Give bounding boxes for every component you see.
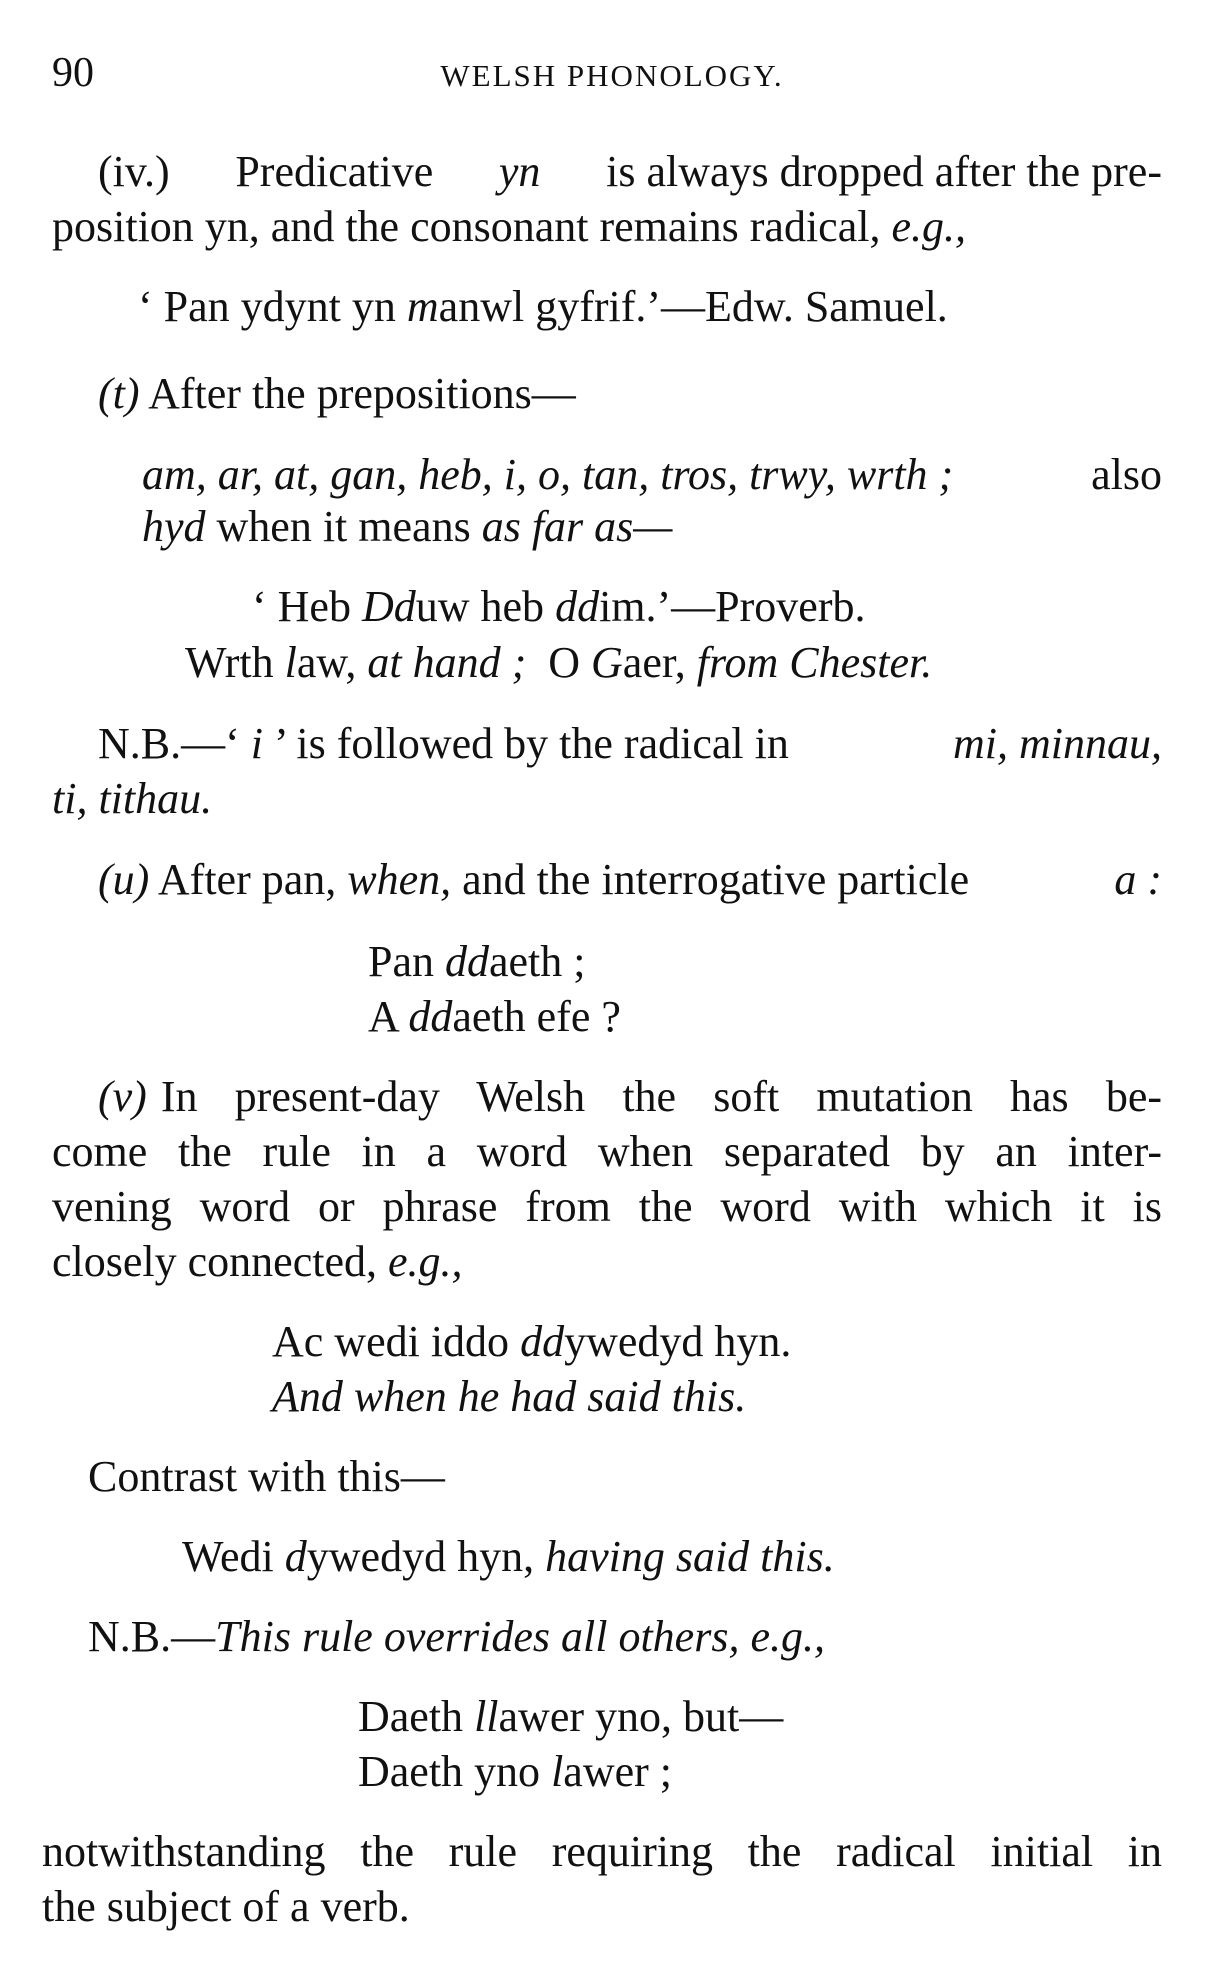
example-v-1-translation: And when he had said this.	[272, 1372, 747, 1421]
nb-2-line: N.B.—This rule overrides all others, e.g.,	[88, 1612, 825, 1661]
section-v-line-1: (v) In present-day Welsh the soft mutation has be-	[98, 1072, 1162, 1121]
term-yn: yn	[498, 147, 541, 196]
example-nb-2-1: Daeth llawer yno, but—	[358, 1692, 784, 1741]
example-t-2: Wrth law, at hand ; O Gaer, from Chester.	[185, 638, 933, 687]
example-v-1: Ac wedi iddo ddywedyd hyn.	[272, 1317, 792, 1366]
contrast-line: Contrast with this—	[88, 1452, 445, 1501]
prepositions-list: am, ar, at, gan, heb, i, o, tan, tros, trwy, wrth ;	[142, 450, 954, 499]
nb-1-line-1: N.B.—‘ i ’ is followed by the radical in mi, minnau,	[98, 719, 1162, 768]
example-u-1: Pan ddaeth ;	[368, 937, 586, 986]
section-v-label: (v)	[98, 1072, 147, 1121]
section-iv-line-1: (iv.) Predicative yn is always dropped after the pre-	[98, 147, 1162, 196]
section-iv-label: (iv.)	[98, 147, 170, 196]
section-u-line: (u) After pan, when, and the interrogative particle a :	[98, 855, 1162, 904]
running-head: WELSH PHONOLOGY.	[440, 58, 784, 93]
example-iv: ‘ Pan ydynt yn manwl gyfrif.’—Edw. Samuel.	[138, 282, 948, 331]
closing-line-1: notwithstanding the rule requiring the radical initial in	[42, 1827, 1162, 1876]
page-number: 90	[52, 50, 94, 96]
section-t-label: (t)	[98, 369, 140, 418]
nb-1-line-2: ti, tithau.	[52, 774, 213, 823]
example-t-1: ‘ Heb Dduw heb ddim.’—Proverb.	[252, 582, 866, 631]
section-t-heading: (t) After the prepositions—	[98, 369, 576, 418]
section-v-line-2: come the rule in a word when separated by an inter-	[52, 1127, 1162, 1176]
closing-line-2: the subject of a verb.	[42, 1882, 410, 1931]
section-iv-line-2: position yn, and the consonant remains radical, e.g.,	[52, 202, 966, 251]
prepositions-line: am, ar, at, gan, heb, i, o, tan, tros, trwy, wrth ; also	[142, 450, 1162, 499]
example-nb-2-2: Daeth yno lawer ;	[358, 1747, 673, 1796]
hyd-line: hyd when it means as far as—	[142, 502, 673, 551]
section-v-line-3: vening word or phrase from the word with which it is	[52, 1182, 1162, 1231]
section-u-label: (u)	[98, 855, 150, 904]
section-v-line-4: closely connected, e.g.,	[52, 1237, 463, 1286]
example-v-2: Wedi dywedyd hyn, having said this.	[182, 1532, 835, 1581]
example-u-2: A ddaeth efe ?	[368, 992, 621, 1041]
